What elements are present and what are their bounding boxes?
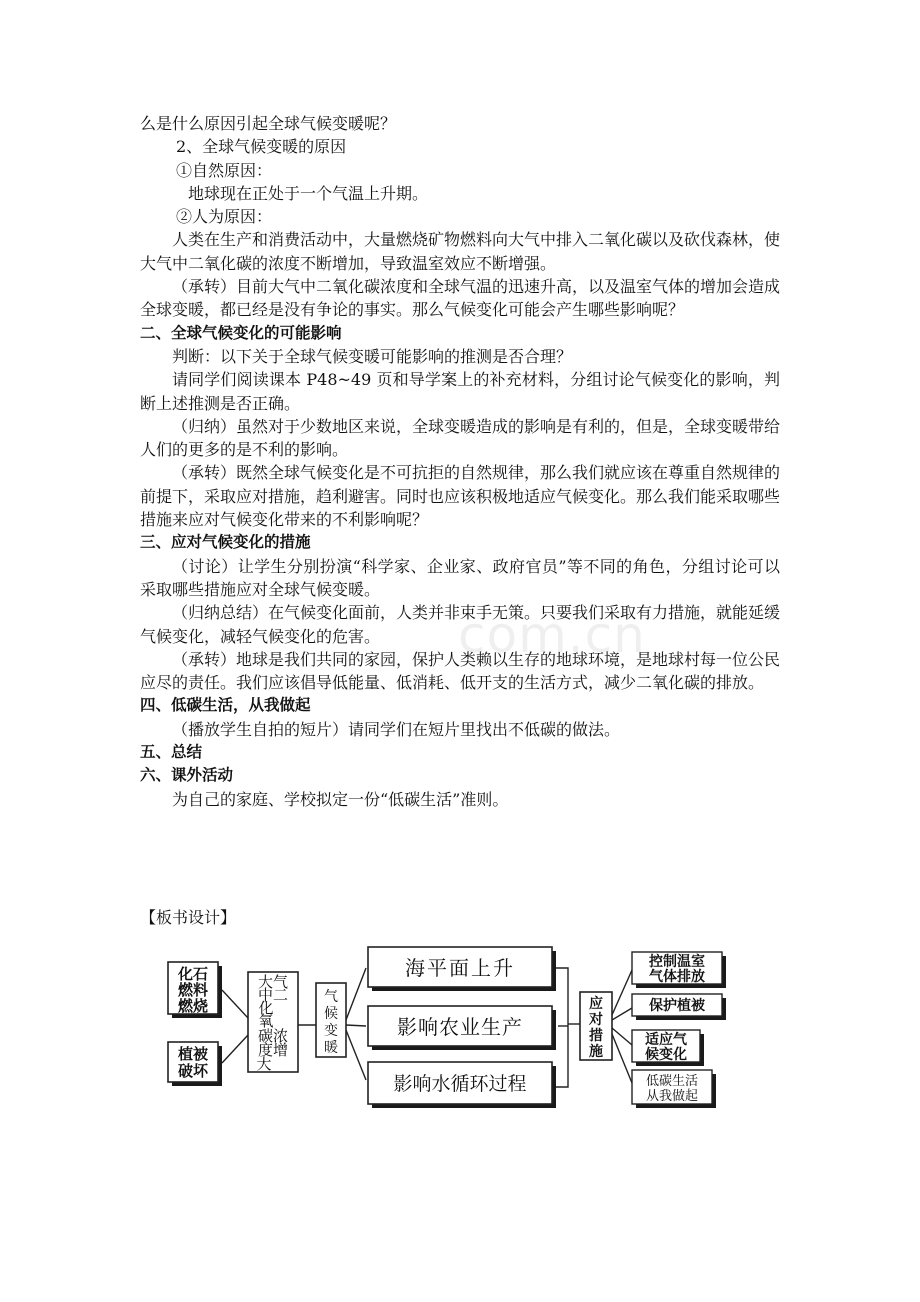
judgement-paragraph: 判断：以下关于全球气候变暖可能影响的推测是否合理？	[172, 346, 573, 366]
box-agriculture-impact	[368, 1006, 556, 1050]
transition-paragraph: （承转）既然全球气候变化是不可抗拒的自然规律，那么我们就应该在尊重自然规律的前提下，采取应对措施，趋利避害。同时也应该积极地适应气候变化。那么我们能采取哪些措施来应对气候变化带来的不利影响呢？	[140, 463, 781, 530]
box-text: 碳浓	[257, 1027, 289, 1045]
box-climate-warming	[316, 983, 346, 1057]
connector-line	[346, 1025, 366, 1026]
section-heading-impacts: 二、全球气候变化的可能影响	[140, 323, 342, 342]
transition-paragraph: （承转）地球是我们共同的家园，保护人类赖以生存的地球环境，是地球村每一位公民应尽的责任。我们应该倡导低能量、低消耗、低开支的生活方式，减少二氧化碳的排放。	[140, 649, 781, 693]
box-text: 大气	[257, 973, 289, 991]
box-text: 从我做起	[645, 1089, 699, 1104]
connector-line	[612, 970, 632, 1015]
human-cause-label: ②人为原因：	[176, 207, 273, 227]
reading-paragraph: 请同学们阅读课本 P48~49 页和导学案上的补充材料，分组讨论气候变化的影响，判断上述推测是否正确。	[140, 370, 780, 413]
box-text: 中二	[257, 986, 289, 1004]
natural-cause-text: 地球现在正处于一个气温上升期。	[188, 183, 429, 203]
section-heading-activity: 六、课外活动	[140, 766, 234, 785]
box-text: 氧	[258, 1012, 274, 1030]
box-text: 保护植被	[649, 998, 705, 1014]
section-heading-low-carbon: 四、低碳生活，从我做起	[140, 696, 311, 715]
box-text: 度增	[257, 1041, 289, 1059]
box-protect-vegetation	[632, 994, 726, 1020]
box-co2-increase	[248, 972, 298, 1073]
box-text: 适应气	[645, 1032, 687, 1048]
connector-line	[222, 990, 248, 1018]
bracket-line	[556, 968, 568, 1087]
box-text: 影响农业生产	[397, 1015, 523, 1039]
box-text: 海平面上升	[405, 956, 515, 980]
box-text: 应	[589, 996, 603, 1012]
box-text: 影响水循环过程	[393, 1073, 527, 1095]
box-text: 候	[324, 1006, 338, 1022]
box-text: 气体排放	[649, 969, 705, 985]
human-cause-text: 人类在生产和消费活动中，大量燃烧矿物燃料向大气中排入二氧化碳以及砍伐森林，使大气中二氧化碳的浓度不断增加，导致温室效应不断增强。	[140, 230, 781, 273]
video-paragraph: （播放学生自拍的短片）请同学们在短片里找出不低碳的做法。	[172, 719, 621, 739]
section-heading-summary: 五、总结	[140, 743, 203, 762]
box-text: 化石	[177, 965, 209, 983]
watermark: com.cn	[458, 606, 646, 664]
summary-paragraph: （归纳总结）在气候变化面前，人类并非束手无策。只要我们采取有力措施，就能延缓气候变化，减轻气候变化的危害。	[140, 603, 781, 646]
box-text: 破坏	[177, 1062, 209, 1080]
box-text: 暖	[324, 1040, 338, 1056]
connector-line	[346, 1030, 366, 1080]
connector-line	[346, 968, 366, 1020]
box-vegetation-destruction	[168, 1042, 222, 1086]
box-low-carbon-life	[632, 1070, 716, 1108]
box-text: 燃料	[177, 981, 209, 999]
box-text: 措	[589, 1028, 603, 1044]
box-text: 低碳生活	[645, 1074, 699, 1089]
box-text: 燃烧	[177, 997, 209, 1015]
box-text: 植被	[177, 1045, 209, 1063]
box-sea-level-rise	[368, 947, 556, 991]
box-control-greenhouse	[632, 952, 726, 988]
paragraph: 么是什么原因引起全球气候变暖呢？	[140, 114, 397, 133]
box-response-measures	[580, 992, 612, 1060]
box-water-cycle-impact	[368, 1062, 556, 1108]
box-text: 化	[258, 999, 274, 1017]
summary-paragraph: （归纳）虽然对于少数地区来说，全球变暖造成的影响是有利的，但是，全球变暖带给人们的更多的是不利的影响。	[140, 416, 781, 460]
box-fossil-fuel	[168, 962, 222, 1018]
connector-line	[222, 1035, 248, 1063]
box-text: 对	[589, 1012, 603, 1028]
natural-cause-label: ①自然原因：	[176, 160, 273, 180]
box-text: 变	[324, 1023, 338, 1039]
box-text: 大	[256, 1055, 272, 1073]
box-text: 气	[324, 989, 338, 1005]
discussion-paragraph: （讨论）让学生分别扮演“科学家、企业家、政府官员”等不同的角色，分组讨论可以采取哪些措施应对全球气候变暖。	[140, 556, 780, 599]
transition-paragraph: （承转）目前大气中二氧化碳浓度和全球气温的迅速升高，以及温室气体的增加会造成全球变暖，都已经是没有争论的事实。那么气候变化可能会产生哪些影响呢？	[140, 277, 781, 320]
box-adapt-climate	[632, 1030, 704, 1066]
board-design-label: 【板书设计】	[140, 908, 237, 927]
box-text: 候变化	[645, 1047, 687, 1063]
section-heading-measures: 三、应对气候变化的措施	[140, 533, 311, 552]
box-text: 控制温室	[649, 954, 705, 970]
activity-paragraph: 为自己的家庭、学校拟定一份“低碳生活”准则。	[172, 789, 509, 809]
subheading-causes: 2、全球气候变暖的原因	[176, 137, 347, 157]
box-text: 施	[589, 1044, 603, 1060]
connector-line	[612, 1034, 632, 1083]
